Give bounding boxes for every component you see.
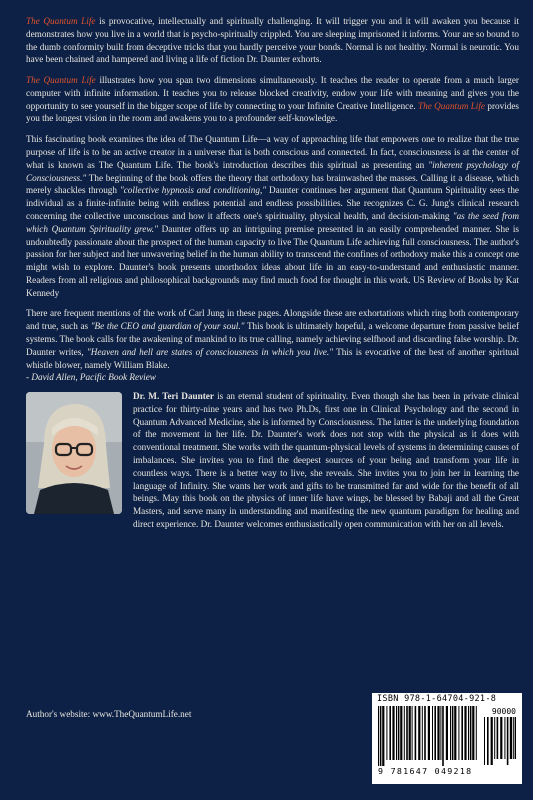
barcode-bar [424, 706, 426, 760]
book-title: The Quantum Life [26, 75, 96, 86]
author-website: Author's website: www.TheQuantumLife.net [26, 709, 192, 719]
barcode-bar [484, 717, 485, 765]
barcode-bar [468, 706, 469, 760]
barcode-bar [461, 706, 463, 760]
barcode-bar [418, 706, 420, 760]
barcode-bar [392, 706, 394, 760]
isbn-barcode [372, 693, 522, 784]
barcode-bar [380, 706, 382, 766]
barcode-bar [422, 706, 423, 760]
blurb-paragraph-2: The Quantum Life illustrates how you span two dimensions simultaneously. It teaches the reader to operate from a much larger computer with infinite information. It teaches you to release blocked creativity, endow your life with meaning and gives you the opportunity to see yourself in the bigger scope of life by connecting to your Infinite Creative Intelligence. The Quantum Life provides you the longest vision in the room and awakens you to a profounder self-knowledge. [26, 75, 519, 124]
barcode-bar [513, 717, 514, 759]
barcode-bar [515, 717, 516, 759]
review-pacific-book-review: There are frequent mentions of the work of Carl Jung in these pages. Alongside these are exhortations which ring both contemporary and true, such as "Be the CEO and guardian of your soul." This book is ultimately hopeful, a welcome departure from passive belief systems. The book calls for the awakening of mankind to its true calling, namely achieving selfhood and discarding false worship. Dr. Daunter writes, "Heaven and hell are states of consciousness in which you live." This is evocative of the best of another spiritual whistle blower, namely William Blake. - David Allen, Pacific Book Review [26, 308, 520, 383]
barcode-bar [440, 706, 441, 760]
barcode-bar [434, 706, 436, 760]
barcode-bar [400, 706, 402, 760]
price-code: 90000 [491, 707, 516, 716]
barcode-bar [415, 706, 417, 760]
author-bio-section [26, 390, 519, 531]
barcode-bar [450, 706, 451, 760]
barcode-bar [396, 706, 397, 760]
barcode-bar [476, 706, 477, 760]
barcode-bar [497, 717, 499, 759]
barcode-bar [507, 717, 509, 765]
barcode-bar [491, 717, 493, 765]
barcode-bar [432, 706, 433, 760]
barcode-bar [428, 706, 430, 760]
review-attribution: - David Allen, Pacific Book Review [26, 372, 156, 383]
book-title: The Quantum Life [417, 100, 485, 111]
review-us-review-of-books: This fascinating book examines the idea of The Quantum Life—a way of approaching life that empowers one to realize that the true purpose of life is to be an active creator in a universe that is both conscious and connected. In fact, consciousness is at the center of what is known as The Quantum Life. The book's introduction describes this spiritual as presenting an "inherent psychology of Consciousness." The beginning of the book offers the theory that orthodoxy has brainwashed the masses. Calling it a disease, which merely shackles through "collective hypnosis and conditioning," Daunter continues her argument that Quantum Spirituality sees the individual as a finite-infinite being with endless potential and endless possibilities. She recognizes C. G. Jung's clinical research concerning the collective unconscious and how it affects one's spirituality, physical health, and decision-making "as the seed from which Quantum Spirituality grew." Daunter offers up an intriguing premise presented in an easily comprehended manner. She is undoubtedly passionate about the prospect of the human capacity to live The Quantum Life achieving full consciousness. The author's passion for her subject and her unwavering belief in the human ability to transcend the confines of orthodoxy make this a concept one might wish to explore. Daunter's book presents unorthodox ideas about life in an easy-to-understand and enthusiastic manner. Readers from all religious and philosophical backgrounds may find much food for thought in this work. US Review of Books by Kat Kennedy [26, 134, 520, 298]
ean-barcode-bars [378, 706, 478, 766]
barcode-bar [454, 706, 456, 760]
barcode-bar [389, 706, 391, 760]
barcode-bar [386, 706, 387, 760]
barcode-bar [452, 706, 454, 760]
barcode-bar [458, 706, 459, 760]
ean-digits: 9 781647 049218 [378, 766, 473, 776]
barcode-bar [406, 706, 408, 760]
barcode-bar [464, 706, 466, 760]
barcode-bar [487, 717, 489, 765]
blurb-paragraph-1: The Quantum Life is provocative, intellectually and spiritually challenging. It will trigger you and it will awaken you because it demonstrates how you live in a world that is psycho-spiritually crippled. You are sleeping imprisoned it informs. Your are so bound to the dumb conformity built from deceptive tricks that you hardly perceive your bonds. Normal is not healthy. Normal is neurotic. You have been chained and hampered and living a life of fiction Dr. Daunter exhorts. [26, 16, 519, 65]
barcode-bar [437, 706, 439, 760]
barcode-bar [500, 717, 502, 759]
barcode-bar [442, 706, 444, 766]
barcode-bar [404, 706, 405, 760]
barcode-bar [510, 717, 512, 759]
author-name: Dr. M. Teri Daunter [133, 391, 214, 402]
barcode-bar [378, 706, 379, 766]
author-photo [26, 392, 122, 514]
barcode-bar [409, 706, 411, 760]
price-barcode-bars [484, 717, 516, 765]
barcode-bar [446, 706, 448, 760]
isbn-label: ISBN 978-1-64704-921-8 [377, 694, 497, 704]
barcode-bar [412, 706, 413, 760]
author-bio-text: Dr. M. Teri Daunter is an eternal student of spirituality. Even though she has been in private clinical practice for thirty-nine years and has two Ph.Ds, first one in Clinical Psychology and the second in Quantum Advanced Medicine, she is informed by Consciousness. The latter is the underlying foundation of the movement in her life. Dr. Daunter's work does not stop with the physical as it does with conventional treatment. She works with the quantum-physical levels of systems in determining causes of imbalances. She invites you to find the deepest sources of your being and transform your life in countless ways. There is a better way to live, she reveals. She invites you to join her in learning the language of Infinity. She wants her work and gifts to be transmitted far and wide for the benefit of all beings. May this book on the physics of inner life have wings, be blessed by Babaji and all the Great Masters, and serve many in understanding and manifesting the new quantum paradigm for healing and direct experience. Dr. Daunter welcomes enthusiastically open communication with her on all levels. [133, 391, 519, 529]
barcode-bar [504, 717, 505, 759]
barcode-bar [470, 706, 472, 760]
barcode-bar [472, 706, 474, 760]
barcode-bar [494, 717, 495, 759]
barcode-bar [398, 706, 400, 760]
book-title: The Quantum Life [26, 16, 96, 26]
barcode-bar [382, 706, 384, 766]
